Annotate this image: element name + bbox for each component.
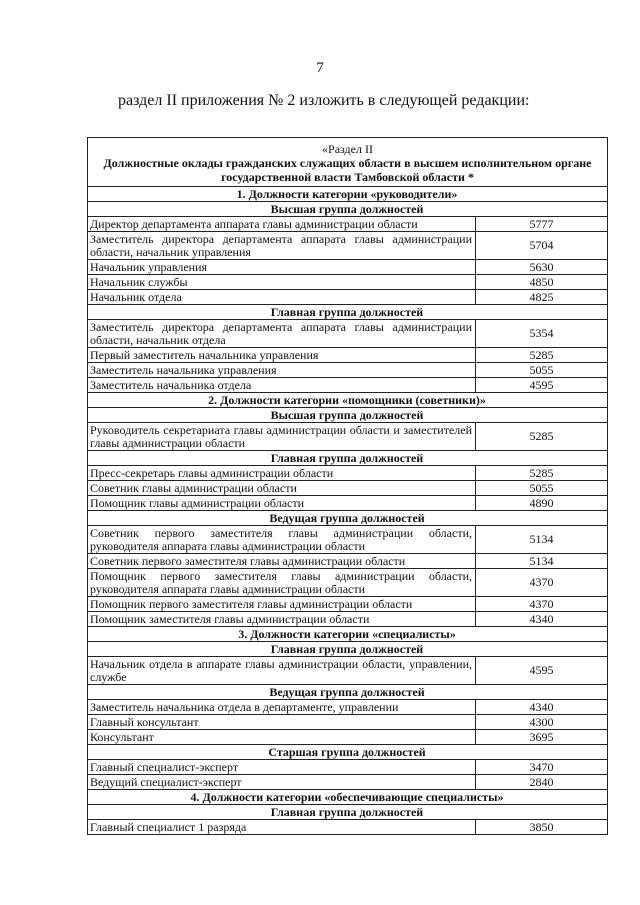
salary-value: 4370 bbox=[476, 569, 608, 597]
group-heading: Ведущая группа должностей bbox=[88, 511, 608, 526]
salary-value: 4595 bbox=[476, 657, 608, 685]
position-row bbox=[88, 760, 608, 775]
position-title: Первый заместитель начальника управления bbox=[88, 348, 476, 363]
position-row bbox=[88, 275, 608, 290]
position-row bbox=[88, 700, 608, 715]
category-heading: 3. Должности категории «специалисты» bbox=[88, 627, 608, 642]
position-title: Советник первого заместителя главы администрации области bbox=[88, 554, 476, 569]
group-row bbox=[88, 642, 608, 657]
position-row bbox=[88, 775, 608, 790]
position-row bbox=[88, 423, 608, 451]
category-heading: 4. Должности категории «обеспечивающие специалисты» bbox=[88, 790, 608, 805]
position-row bbox=[88, 496, 608, 511]
salary-value: 3850 bbox=[476, 820, 608, 835]
category-row bbox=[88, 627, 608, 642]
salary-value: 4825 bbox=[476, 290, 608, 305]
category-heading: 1. Должности категории «руководители» bbox=[88, 187, 608, 202]
position-title: Начальник отдела bbox=[88, 290, 476, 305]
salary-value: 5055 bbox=[476, 481, 608, 496]
group-heading: Главная группа должностей bbox=[88, 642, 608, 657]
salary-value: 4370 bbox=[476, 597, 608, 612]
position-title: Заместитель начальника отдела bbox=[88, 378, 476, 393]
group-heading: Высшая группа должностей bbox=[88, 202, 608, 217]
position-title: Заместитель директора департамента аппарата главы администрации области, начальник управления bbox=[88, 232, 476, 260]
group-row bbox=[88, 511, 608, 526]
group-heading: Высшая группа должностей bbox=[88, 408, 608, 423]
category-row bbox=[88, 187, 608, 202]
position-title: Начальник службы bbox=[88, 275, 476, 290]
table-title bbox=[88, 138, 608, 187]
position-row bbox=[88, 320, 608, 348]
position-title: Заместитель начальника управления bbox=[88, 363, 476, 378]
position-row bbox=[88, 217, 608, 232]
salary-value: 5704 bbox=[476, 232, 608, 260]
group-row bbox=[88, 745, 608, 760]
salary-value: 5630 bbox=[476, 260, 608, 275]
position-row bbox=[88, 232, 608, 260]
salary-value: 5134 bbox=[476, 526, 608, 554]
salary-value: 4340 bbox=[476, 612, 608, 627]
category-row bbox=[88, 393, 608, 408]
group-heading: Главная группа должностей bbox=[88, 305, 608, 320]
position-title: Главный консультант bbox=[88, 715, 476, 730]
position-title: Руководитель секретариата главы администрации области и заместителей главы администрации области bbox=[88, 423, 476, 451]
table-section-heading: «Раздел II bbox=[322, 142, 373, 156]
group-row bbox=[88, 685, 608, 700]
salary-value: 5285 bbox=[476, 423, 608, 451]
salary-value: 2840 bbox=[476, 775, 608, 790]
salary-value: 5777 bbox=[476, 217, 608, 232]
group-row bbox=[88, 305, 608, 320]
group-heading: Старшая группа должностей bbox=[88, 745, 608, 760]
position-title: Помощник первого заместителя главы администрации области, руководителя аппарата главы администрации области bbox=[88, 569, 476, 597]
table-caption: Должностные оклады гражданских служащих области в высшем исполнительном органе государственной власти Тамбовской области * bbox=[103, 156, 592, 184]
table-title-row bbox=[88, 138, 608, 187]
position-title: Начальник управления bbox=[88, 260, 476, 275]
position-title: Советник главы администрации области bbox=[88, 481, 476, 496]
position-row bbox=[88, 569, 608, 597]
salary-value: 5285 bbox=[476, 348, 608, 363]
group-row bbox=[88, 451, 608, 466]
position-row bbox=[88, 612, 608, 627]
position-title: Консультант bbox=[88, 730, 476, 745]
salary-table bbox=[87, 137, 608, 835]
group-row bbox=[88, 202, 608, 217]
page-number: 7 bbox=[316, 60, 324, 76]
position-title: Ведущий специалист-эксперт bbox=[88, 775, 476, 790]
position-title: Главный специалист-эксперт bbox=[88, 760, 476, 775]
salary-value: 5285 bbox=[476, 466, 608, 481]
intro-text: раздел II приложения № 2 изложить в следующей редакции: bbox=[118, 92, 530, 109]
position-title: Директор департамента аппарата главы администрации области bbox=[88, 217, 476, 232]
position-row bbox=[88, 290, 608, 305]
position-row bbox=[88, 260, 608, 275]
salary-value: 3695 bbox=[476, 730, 608, 745]
salary-value: 4340 bbox=[476, 700, 608, 715]
position-row bbox=[88, 657, 608, 685]
group-row bbox=[88, 408, 608, 423]
position-row bbox=[88, 820, 608, 835]
position-title: Помощник заместителя главы администрации области bbox=[88, 612, 476, 627]
position-row bbox=[88, 378, 608, 393]
category-heading: 2. Должности категории «помощники (советники)» bbox=[88, 393, 608, 408]
salary-value: 5134 bbox=[476, 554, 608, 569]
category-row bbox=[88, 790, 608, 805]
group-row bbox=[88, 805, 608, 820]
position-title: Заместитель директора департамента аппарата главы администрации области, начальник отдела bbox=[88, 320, 476, 348]
position-title: Начальник отдела в аппарате главы администрации области, управлении, службе bbox=[88, 657, 476, 685]
position-row bbox=[88, 597, 608, 612]
position-title: Помощник первого заместителя главы администрации области bbox=[88, 597, 476, 612]
position-row bbox=[88, 348, 608, 363]
salary-value: 5354 bbox=[476, 320, 608, 348]
position-title: Заместитель начальника отдела в департаменте, управлении bbox=[88, 700, 476, 715]
group-heading: Главная группа должностей bbox=[88, 451, 608, 466]
position-title: Пресс-секретарь главы администрации области bbox=[88, 466, 476, 481]
position-title: Советник первого заместителя главы администрации области, руководителя аппарата главы администрации области bbox=[88, 526, 476, 554]
position-row bbox=[88, 526, 608, 554]
position-row bbox=[88, 554, 608, 569]
salary-value: 5055 bbox=[476, 363, 608, 378]
position-title: Помощник главы администрации области bbox=[88, 496, 476, 511]
salary-value: 4850 bbox=[476, 275, 608, 290]
position-title: Главный специалист 1 разряда bbox=[88, 820, 476, 835]
position-row bbox=[88, 481, 608, 496]
salary-value: 4890 bbox=[476, 496, 608, 511]
group-heading: Главная группа должностей bbox=[88, 805, 608, 820]
salary-value: 4300 bbox=[476, 715, 608, 730]
salary-value: 3470 bbox=[476, 760, 608, 775]
position-row bbox=[88, 715, 608, 730]
salary-value: 4595 bbox=[476, 378, 608, 393]
position-row bbox=[88, 363, 608, 378]
group-heading: Ведущая группа должностей bbox=[88, 685, 608, 700]
position-row bbox=[88, 730, 608, 745]
position-row bbox=[88, 466, 608, 481]
